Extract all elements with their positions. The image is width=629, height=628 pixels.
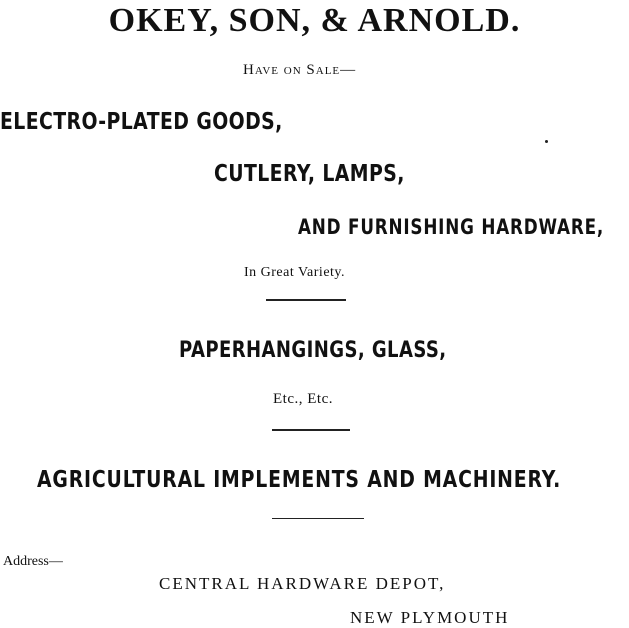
etc-text: Etc., Etc. — [273, 391, 333, 407]
address-label: Address— — [3, 554, 63, 569]
divider-rule-1 — [266, 299, 346, 301]
address-line-town: NEW PLYMOUTH — [350, 608, 510, 627]
product-line-paperhangings: PAPERHANGINGS, GLASS, — [179, 338, 447, 363]
ink-speck — [545, 140, 548, 143]
intro-text: Have on Sale— — [243, 62, 357, 78]
product-line-furnishing: AND FURNISHING HARDWARE, — [298, 215, 605, 239]
product-line-cutlery: CUTLERY, LAMPS, — [214, 161, 405, 187]
divider-rule-2 — [272, 429, 350, 431]
product-line-electro: ELECTRO-PLATED GOODS, — [0, 109, 283, 135]
divider-rule-3 — [272, 518, 364, 519]
variety-text: In Great Variety. — [244, 265, 346, 280]
product-line-agricultural: AGRICULTURAL IMPLEMENTS AND MACHINERY. — [37, 467, 562, 493]
firm-name: OKEY, SON, & ARNOLD. — [108, 2, 521, 39]
address-line-depot: CENTRAL HARDWARE DEPOT, — [159, 574, 446, 593]
